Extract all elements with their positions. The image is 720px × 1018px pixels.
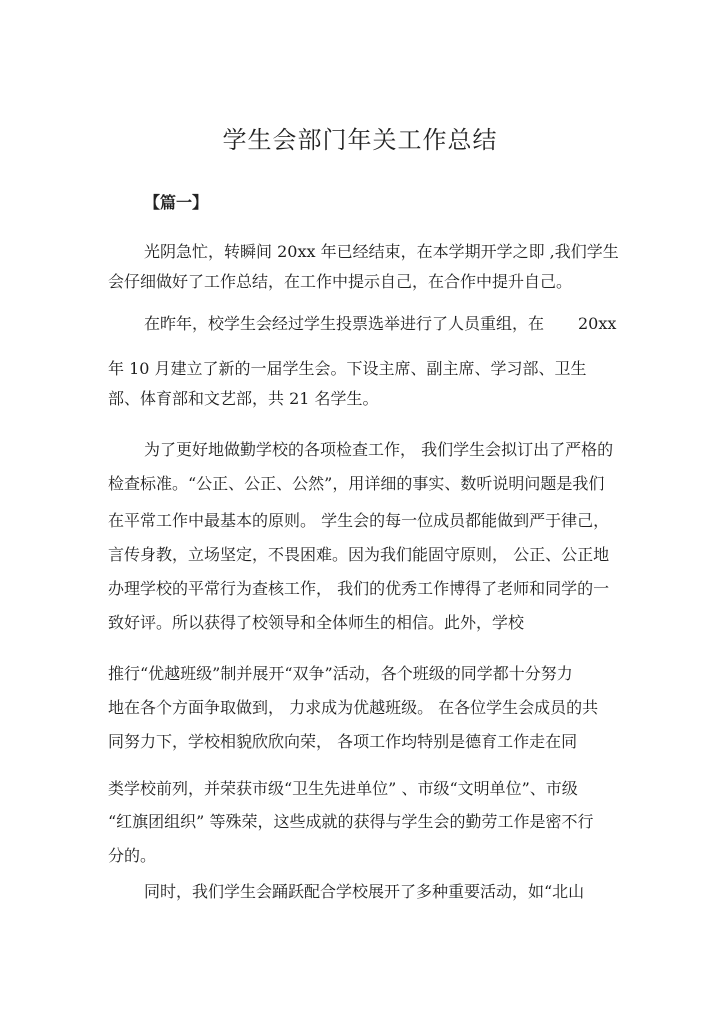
text-line: 分的。 [108, 846, 157, 865]
text-line: 光阴急忙，转瞬间 20xx 年已经结束，在本学期开学之即 ,我们学生 [144, 242, 619, 261]
text-line: 同时，我们学生会踊跃配合学校展开了多种重要活动，如“北山 [144, 882, 585, 901]
text-line: 办理学校的平常行为查核工作， 我们的优秀工作博得了老师和同学的一 [108, 579, 610, 598]
text-line: 类学校前列，并荣获市级“卫生先进单位” 、市级“文明单位”、市级 [108, 779, 578, 798]
text-line: 地在各个方面争取做到， 力求成为优越班级。 在各位学生会成员的共 [108, 698, 599, 717]
text-line: 20xx [578, 314, 617, 333]
document-title: 学生会部门年关工作总结 [222, 126, 498, 154]
text-line: 推行“优越班级”制并展开“双争”活动，各个班级的同学都十分努力 [108, 664, 573, 683]
text-line: 会仔细做好了工作总结，在工作中提示自己，在合作中提升自己。 [108, 272, 573, 291]
section-label: 【篇一】 [144, 193, 209, 212]
text-line: 检查标准。“公正、公正、公然”，用详细的事实、数听说明问题是我们 [108, 474, 605, 493]
text-line: 同努力下，学校相貌欣欣向荣， 各项工作均特别是德育工作走在同 [108, 732, 578, 751]
text-line: 年 10 月建立了新的一届学生会。下设主席、副主席、学习部、卫生 [108, 359, 587, 378]
text-line: 在平常工作中最基本的原则。 学生会的每一位成员都能做到严于律己， [108, 511, 610, 530]
text-line: 致好评。所以获得了校领导和全体师生的相信。此外，学校 [108, 613, 525, 632]
text-line: 部、体育部和文艺部，共 21 名学生。 [108, 389, 379, 408]
text-line: 言传身教，立场坚定，不畏困难。因为我们能固守原则， 公正、公正地 [108, 545, 610, 564]
text-line: 为了更好地做勤学校的各项检查工作， 我们学生会拟订出了严格的 [144, 440, 614, 459]
text-line: 在昨年，校学生会经过学生投票选举进行了人员重组，在 [144, 314, 545, 333]
text-line: “红旗团组织” 等殊荣，这些成就的获得与学生会的勤劳工作是密不行 [108, 812, 594, 831]
